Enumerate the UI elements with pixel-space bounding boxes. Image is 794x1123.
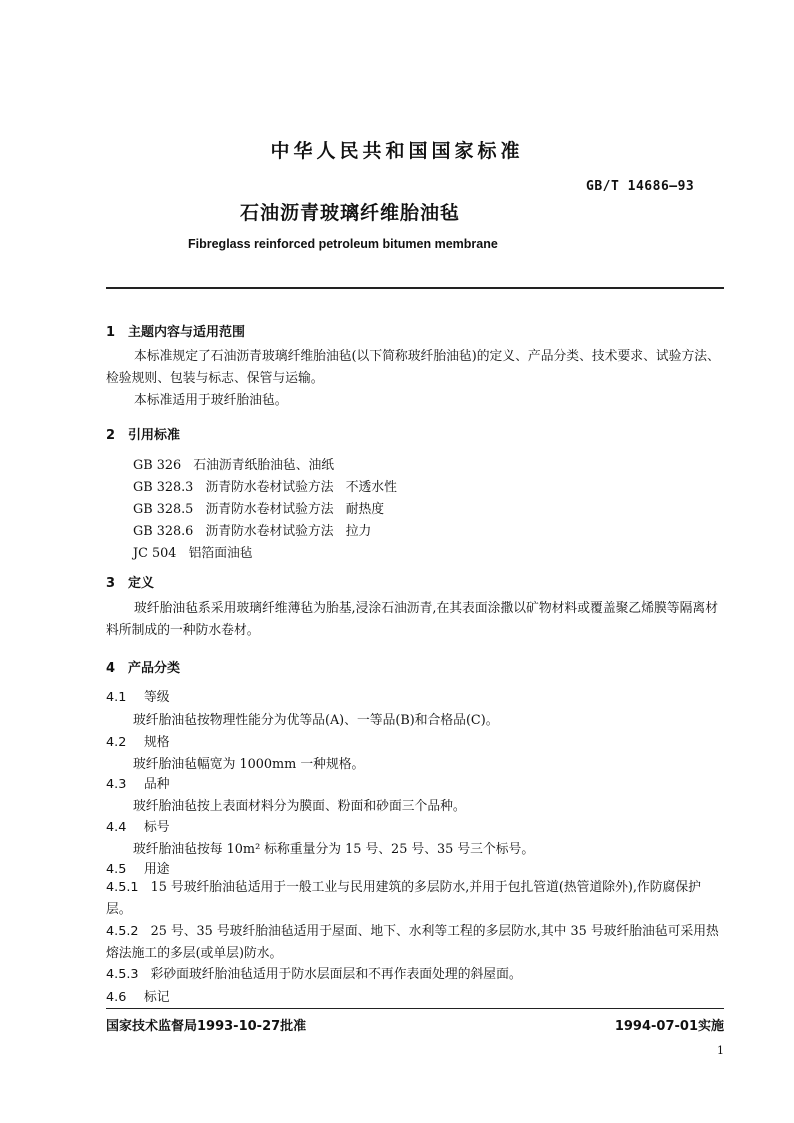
document-title-cn: 石油沥青玻璃纤维胎油毡 — [239, 202, 460, 224]
section-1-heading — [106, 321, 245, 340]
section-title: 主题内容与适用范围 — [128, 325, 246, 340]
reference-item: GB 328.6 沥青防水卷材试验方法 拉力 — [133, 524, 372, 539]
reference-item: GB 328.5 沥青防水卷材试验方法 耐热度 — [133, 502, 385, 517]
reference-item: GB 326 石油沥青纸胎油毡、油纸 — [133, 458, 335, 473]
subsection-number: 4.4 — [106, 820, 127, 835]
section-number: 4 — [106, 661, 116, 676]
subsection-4-4 — [106, 816, 170, 835]
section-number: 1 — [106, 325, 116, 340]
clause-text: 15 号玻纤胎油毡适用于一般工业与民用建筑的多层防水,并用于包扎管道(热管道除外),作防腐保护层。 — [106, 880, 701, 917]
section-title: 定义 — [128, 576, 155, 591]
subsection-title: 规格 — [144, 735, 170, 750]
clause-4-5-3 — [106, 964, 724, 986]
subsection-4-6 — [106, 986, 170, 1005]
clause-4-5-1 — [106, 877, 724, 921]
subsection-4-1-text: 玻纤胎油毡按物理性能分为优等品(A)、一等品(B)和合格品(C)。 — [133, 713, 499, 728]
section-3-paragraph: 玻纤胎油毡系采用玻璃纤维薄毡为胎基,浸涂石油沥青,在其表面涂撒以矿物材料或覆盖聚乙烯膜等隔离材料所制成的一种防水卷材。 — [106, 601, 718, 638]
subsection-number: 4.1 — [106, 690, 127, 705]
approval-line: 国家技术监督局1993-10-27批准 — [106, 1019, 307, 1034]
subsection-4-3-text: 玻纤胎油毡按上表面材料分为膜面、粉面和砂面三个品种。 — [133, 799, 466, 814]
subsection-4-2 — [106, 731, 170, 750]
subsection-4-1 — [106, 686, 170, 705]
effective-date-line: 1994-07-01实施 — [614, 1019, 724, 1034]
subsection-title: 等级 — [144, 690, 170, 705]
standard-number: GB/T 14686—93 — [586, 179, 695, 194]
subsection-4-4-text: 玻纤胎油毡按每 10m² 标称重量分为 15 号、25 号、35 号三个标号。 — [133, 842, 535, 857]
subsection-title: 用途 — [144, 862, 170, 877]
clause-text: 彩砂面玻纤胎油毡适用于防水层面层和不再作表面处理的斜屋面。 — [150, 967, 522, 982]
document-title-en: Fibreglass reinforced petroleum bitumen membrane — [188, 237, 498, 251]
subsection-number: 4.6 — [106, 990, 127, 1005]
section-3-heading — [106, 572, 154, 591]
header-divider — [106, 287, 724, 289]
subsection-title: 标记 — [144, 990, 170, 1005]
subsection-number: 4.2 — [106, 735, 127, 750]
reference-item: JC 504 铝箔面油毡 — [133, 546, 253, 561]
subsection-title: 品种 — [144, 777, 170, 792]
section-title: 引用标准 — [128, 428, 181, 443]
national-standard-heading: 中华人民共和国国家标准 — [270, 140, 524, 162]
reference-item: GB 328.3 沥青防水卷材试验方法 不透水性 — [133, 480, 397, 495]
footer-divider — [106, 1008, 724, 1009]
subsection-number: 4.3 — [106, 777, 127, 792]
section-1-paragraph-1: 本标准规定了石油沥青玻璃纤维胎油毡(以下简称玻纤胎油毡)的定义、产品分类、技术要求、试验方法、检验规则、包装与标志、保管与运输。 — [106, 349, 720, 386]
section-2-heading — [106, 424, 180, 443]
page-number: 1 — [717, 1044, 724, 1057]
clause-text: 25 号、35 号玻纤胎油毡适用于屋面、地下、水利等工程的多层防水,其中 35 号玻纤胎油毡可采用热熔法施工的多层(或单层)防水。 — [106, 924, 719, 961]
clause-number: 4.5.2 — [106, 924, 139, 939]
section-number: 2 — [106, 428, 116, 443]
subsection-number: 4.5 — [106, 862, 127, 877]
section-1-paragraph-2: 本标准适用于玻纤胎油毡。 — [134, 393, 288, 408]
subsection-4-2-text: 玻纤胎油毡幅宽为 1000mm 一种规格。 — [133, 757, 365, 772]
subsection-4-3 — [106, 773, 170, 792]
subsection-title: 标号 — [144, 820, 170, 835]
section-title: 产品分类 — [128, 661, 181, 676]
clause-4-5-2 — [106, 921, 724, 965]
clause-number: 4.5.3 — [106, 967, 139, 982]
section-number: 3 — [106, 576, 116, 591]
subsection-4-5 — [106, 858, 170, 877]
clause-number: 4.5.1 — [106, 880, 139, 895]
section-4-heading — [106, 657, 180, 676]
